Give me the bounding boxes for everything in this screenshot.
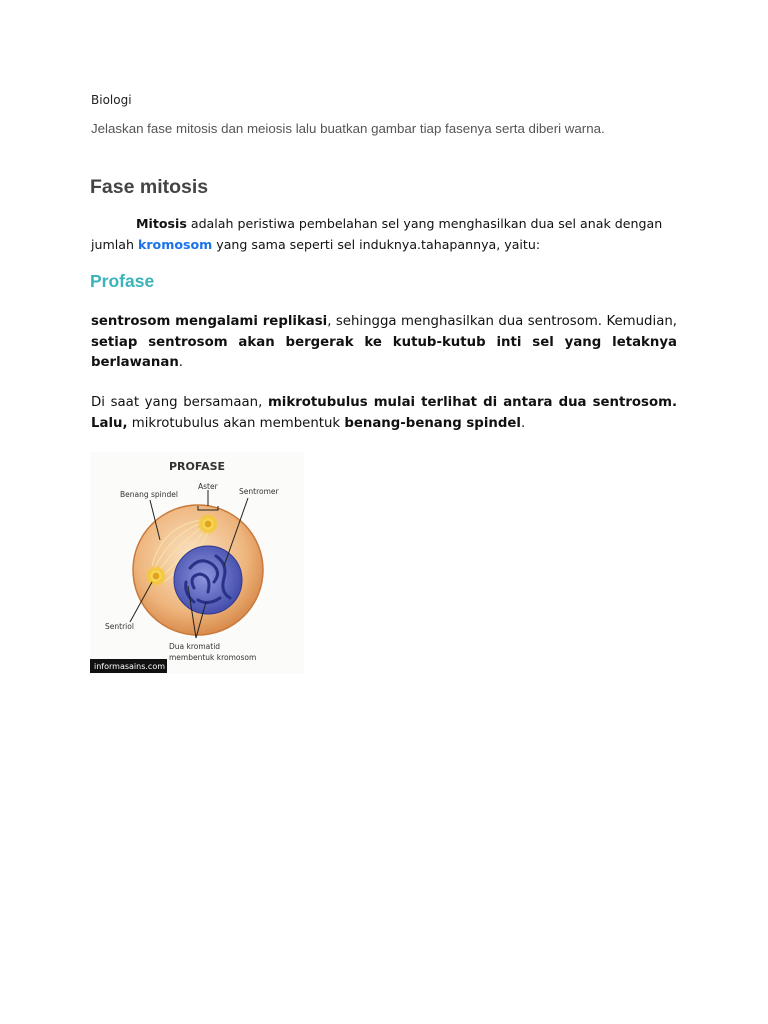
p2-text-1: Di saat yang bersamaan, bbox=[91, 395, 268, 410]
label-benang-spindel: Benang spindel bbox=[120, 490, 178, 499]
paragraph-1 bbox=[91, 312, 677, 374]
phase-title: Profase bbox=[90, 271, 155, 291]
label-sentriol: Sentriol bbox=[105, 622, 134, 631]
paragraph-2 bbox=[91, 393, 677, 434]
section-title: Fase mitosis bbox=[90, 176, 209, 198]
intro-text-1: adalah peristiwa pembelahan sel yang menghasilkan dua sel anak dengan jumlah bbox=[91, 216, 663, 252]
centriole-top-icon bbox=[205, 521, 212, 528]
p2-text-2: mikrotubulus akan membentuk bbox=[127, 415, 345, 431]
p1-bold-1: sentrosom mengalami replikasi bbox=[91, 314, 328, 329]
label-dua-kromatid: Dua kromatid bbox=[169, 642, 221, 651]
p2-text-3: . bbox=[520, 415, 526, 431]
intro-paragraph bbox=[91, 213, 681, 255]
label-sentromer: Sentromer bbox=[239, 487, 279, 496]
centriole-left-icon bbox=[153, 573, 160, 580]
link-kromosom[interactable]: kromosom bbox=[137, 237, 213, 252]
p1-text-1: , sehingga menghasilkan dua sentrosom. Kemudian, bbox=[327, 314, 677, 329]
intro-text-2: yang sama seperti sel induknya.tahapannya, yaitu: bbox=[212, 237, 541, 252]
p1-text-2: . bbox=[178, 355, 184, 370]
p2-bold-1: mikrotubulus mulai terlihat di antara dua sentrosom. Lalu, bbox=[91, 395, 677, 431]
p1-bold-2: setiap sentrosom akan bergerak ke kutub-kutub inti sel yang letaknya berlawanan bbox=[91, 334, 677, 370]
watermark-text: informasains.com bbox=[94, 662, 166, 671]
profase-figure bbox=[90, 452, 304, 674]
question-text: Jelaskan fase mitosis dan meiosis lalu buatkan gambar tiap fasenya serta diberi warna. bbox=[91, 121, 605, 136]
p2-bold-2: benang-benang spindel bbox=[344, 415, 521, 431]
subject-label: Biologi bbox=[91, 93, 132, 107]
label-membentuk-kromosom: membentuk kromosom bbox=[169, 653, 257, 662]
figure-title: PROFASE bbox=[168, 460, 226, 473]
label-aster: Aster bbox=[198, 482, 218, 491]
term-mitosis: Mitosis bbox=[136, 216, 187, 231]
profase-diagram bbox=[90, 452, 304, 674]
